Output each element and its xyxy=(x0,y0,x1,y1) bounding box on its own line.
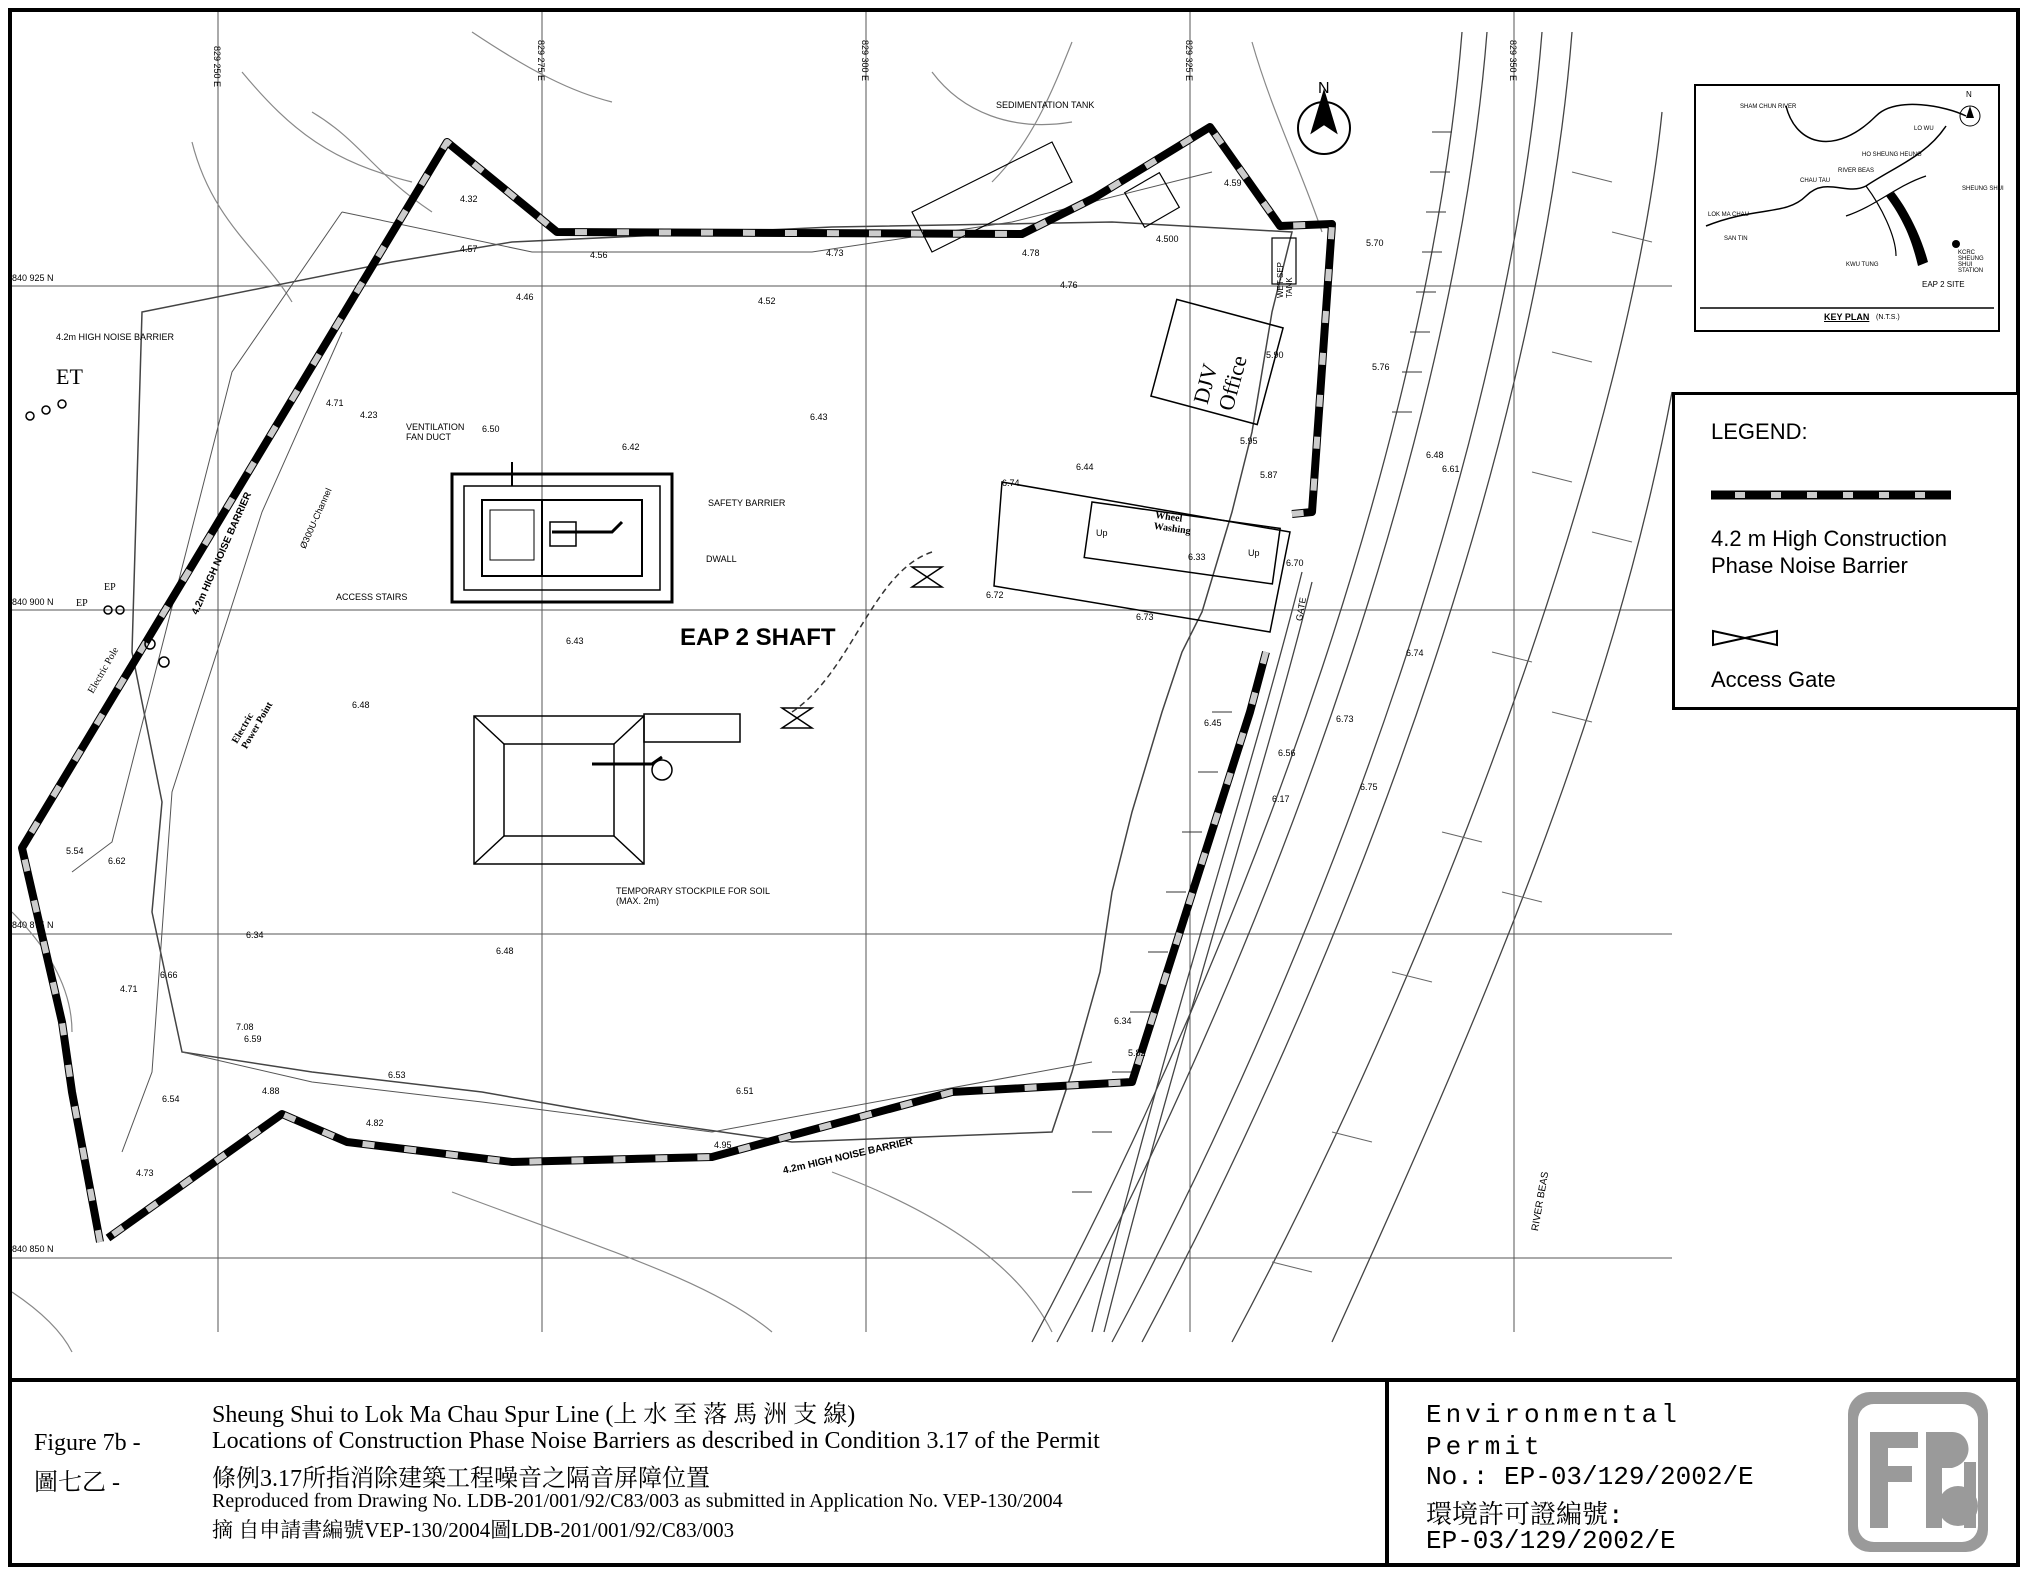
electric-pole-label: Electric Pole xyxy=(86,645,122,696)
spot-level: 6.45 xyxy=(1204,718,1222,728)
grid-label-n4: 840 850 N xyxy=(12,1244,54,1254)
spot-level: 6.53 xyxy=(388,1070,406,1080)
figure-number-cn: 圖七乙 - xyxy=(34,1470,120,1496)
spot-level: 4.52 xyxy=(758,296,776,306)
spot-level: 5.95 xyxy=(1240,436,1258,446)
figure-number: Figure 7b - xyxy=(34,1430,141,1456)
spot-level: 4.46 xyxy=(516,292,534,302)
noise-barrier-left-label: 4.2m HIGH NOISE BARRIER xyxy=(190,490,255,617)
spot-level: 4.23 xyxy=(360,410,378,420)
title-block-divider xyxy=(1385,1378,1389,1567)
spot-level: 6.34 xyxy=(1114,1016,1132,1026)
sedimentation-tank-label: SEDIMENTATION TANK xyxy=(996,100,1095,110)
spot-level: 4.76 xyxy=(1060,280,1078,290)
spot-level: 6.48 xyxy=(1426,450,1444,460)
ep-label-2: EP xyxy=(104,582,116,593)
shaft-label: EAP 2 SHAFT xyxy=(680,624,836,651)
spot-level: 6.17 xyxy=(1272,794,1290,804)
epd-logo xyxy=(1848,1392,1988,1552)
legend-title: LEGEND: xyxy=(1711,419,1808,444)
channel-label: Ø300U-Channel xyxy=(298,486,334,551)
wheel-washing-label: Wheel Washing xyxy=(1152,510,1192,537)
spot-level: 4.82 xyxy=(366,1118,384,1128)
stockpile-drawing xyxy=(474,714,740,864)
spot-level: 6.48 xyxy=(352,700,370,710)
spot-level: 4.32 xyxy=(460,194,478,204)
grid-label-e5: 829 350 E xyxy=(1508,40,1518,82)
grid-label-e2: 829 275 E xyxy=(536,40,546,82)
safety-barrier-label: SAFETY BARRIER xyxy=(708,498,786,508)
spot-level: 6.43 xyxy=(566,636,584,646)
key-plan-place: KCRC SHEUNG SHUI STATION xyxy=(1958,250,1984,274)
electric-power-point-label: Electric Power Point xyxy=(230,700,276,751)
spot-level: 4.71 xyxy=(120,984,138,994)
grid-label-e4: 829 325 E xyxy=(1184,40,1194,82)
legend-barrier-swatch xyxy=(1711,485,1951,505)
grid-label-n1: 840 925 N xyxy=(12,273,54,283)
spot-level: 7.08 xyxy=(236,1022,254,1032)
spot-level: 6.59 xyxy=(244,1034,262,1044)
permit-label-cn: 環境許可證編號: xyxy=(1426,1501,1624,1531)
gate-label: GATE xyxy=(1294,596,1308,622)
key-plan-place: EAP 2 SITE xyxy=(1922,280,1965,289)
permit-label-1: Environmental xyxy=(1426,1400,1681,1430)
grid-label-n2: 840 900 N xyxy=(12,597,54,607)
spot-level: 5.54 xyxy=(66,846,84,856)
spot-level: 6.72 xyxy=(986,590,1004,600)
north-arrow xyxy=(1298,92,1350,154)
spot-level: 6.51 xyxy=(736,1086,754,1096)
spot-level: 6.75 xyxy=(1360,782,1378,792)
spot-level: 5.76 xyxy=(1372,362,1390,372)
spot-level: 5.70 xyxy=(1366,238,1384,248)
spot-level: 4.500 xyxy=(1156,234,1179,244)
spot-level: 4.59 xyxy=(1224,178,1242,188)
spot-level: 4.88 xyxy=(262,1086,280,1096)
spot-level: 6.42 xyxy=(622,442,640,452)
permit-label-2: Permit xyxy=(1426,1432,1544,1462)
rail-corridor xyxy=(1032,32,1672,1342)
figure-title-line2: Locations of Construction Phase Noise Barriers as described in Condition 3.17 of the Permit xyxy=(212,1428,1100,1454)
spot-level: 4.78 xyxy=(1022,248,1040,258)
eap2-shaft-drawing xyxy=(452,462,672,602)
figure-source-line: Reproduced from Drawing No. LDB-201/001/92/C83/003 as submitted in Application No. VEP-130/2004 xyxy=(212,1490,1063,1512)
djv-office-label: DJV Office xyxy=(1188,352,1252,414)
spot-level: 6.34 xyxy=(246,930,264,940)
key-plan-place: RIVER BEAS xyxy=(1838,168,1875,174)
key-plan-place: LO WU xyxy=(1914,126,1934,132)
north-label: N xyxy=(1318,80,1330,97)
ep-label-1: EP xyxy=(76,598,88,609)
spot-level: 4.73 xyxy=(826,248,844,258)
coordinate-grid xyxy=(12,12,1672,1332)
ventilation-label: VENTILATION FAN DUCT xyxy=(406,422,465,442)
key-plan-place: LOK MA CHAU xyxy=(1708,212,1750,218)
spot-level: 6.56 xyxy=(1278,748,1296,758)
spot-level: 6.73 xyxy=(1336,714,1354,724)
key-plan-place: KWU TUNG xyxy=(1846,262,1879,268)
spot-level: 6.44 xyxy=(1076,462,1094,472)
dwall-label: DWALL xyxy=(706,554,737,564)
figure-source-line-cn: 摘 自申請書編號VEP-130/2004圖LDB-201/001/92/C83/003 xyxy=(212,1518,735,1542)
key-plan-nts: (N.T.S.) xyxy=(1876,314,1900,321)
spot-level: 4.56 xyxy=(590,250,608,260)
spot-level: 6.74 xyxy=(1406,648,1424,658)
key-plan-place: SAN TIN xyxy=(1724,236,1748,242)
spot-level: 6.54 xyxy=(162,1094,180,1104)
legend xyxy=(1672,392,2020,710)
key-plan xyxy=(1694,84,2004,332)
et-label: ET xyxy=(56,364,83,389)
noise-barrier-callout: 4.2m HIGH NOISE BARRIER xyxy=(56,332,175,342)
spot-level: 5.87 xyxy=(1260,470,1278,480)
spot-level: 4.73 xyxy=(136,1168,154,1178)
spot-level: 6.48 xyxy=(496,946,514,956)
spot-level: 5.90 xyxy=(1266,350,1284,360)
spot-level: 6.62 xyxy=(108,856,126,866)
grid-label-n3: 840 875 N xyxy=(12,920,54,930)
access-stairs-label: ACCESS STAIRS xyxy=(336,592,408,602)
wet-sep-tank-label: WET-SEP TANK xyxy=(1276,261,1294,298)
legend-gate-label: Access Gate xyxy=(1711,667,1836,692)
legend-barrier-label: 4.2 m High Construction Phase Noise Barrier xyxy=(1711,526,1947,578)
up-label-2: Up xyxy=(1248,548,1260,558)
spot-level: 6.70 xyxy=(1286,558,1304,568)
spot-level: 6.73 xyxy=(1136,612,1154,622)
river-beas-label: RIVER BEAS xyxy=(1530,1170,1552,1232)
noise-barrier-bottom-label: 4.2m HIGH NOISE BARRIER xyxy=(782,1136,914,1177)
key-plan-place: SHAM CHUN RIVER xyxy=(1740,104,1797,110)
figure-title-line1: Sheung Shui to Lok Ma Chau Spur Line (上 水 至 落 馬 洲 支 線) xyxy=(212,1402,856,1428)
site-platform-outline xyxy=(132,222,1292,1142)
spot-level: 6.43 xyxy=(810,412,828,422)
spot-level: 6.50 xyxy=(482,424,500,434)
electric-power-point-symbol xyxy=(26,400,169,667)
spot-level: 6.66 xyxy=(160,970,178,980)
key-plan-place: SHEUNG SHUI xyxy=(1962,186,2004,192)
spot-level: 5.82 xyxy=(1128,1048,1146,1058)
permit-number-cn: EP-03/129/2002/E xyxy=(1426,1526,1676,1556)
key-plan-place: HO SHEUNG HEUNG xyxy=(1862,152,1922,158)
up-label-1: Up xyxy=(1096,528,1108,538)
key-plan-title: KEY PLAN xyxy=(1824,312,1870,322)
spot-level: 6.33 xyxy=(1188,552,1206,562)
permit-number: No.: EP-03/129/2002/E xyxy=(1426,1462,1754,1492)
spot-level: 4.71 xyxy=(326,398,344,408)
figure-title-line3: 條例3.17所指消除建築工程噪音之隔音屏障位置 xyxy=(212,1466,710,1492)
spot-level: 4.57 xyxy=(460,244,478,254)
access-gate-icon xyxy=(1711,629,1781,647)
spot-level: 4.95 xyxy=(714,1140,732,1150)
stockpile-label: TEMPORARY STOCKPILE FOR SOIL (MAX. 2m) xyxy=(616,886,771,906)
grid-label-e3: 829 300 E xyxy=(860,40,870,82)
spot-level: 6.61 xyxy=(1442,464,1460,474)
key-plan-north: N xyxy=(1966,90,1972,99)
grid-label-e1: 829 250 E xyxy=(212,46,222,88)
site-plan-map xyxy=(12,12,1672,1376)
spot-level: 6.74 xyxy=(1002,478,1020,488)
key-plan-map xyxy=(1696,86,1998,330)
key-plan-place: CHAU TAU xyxy=(1800,178,1831,184)
